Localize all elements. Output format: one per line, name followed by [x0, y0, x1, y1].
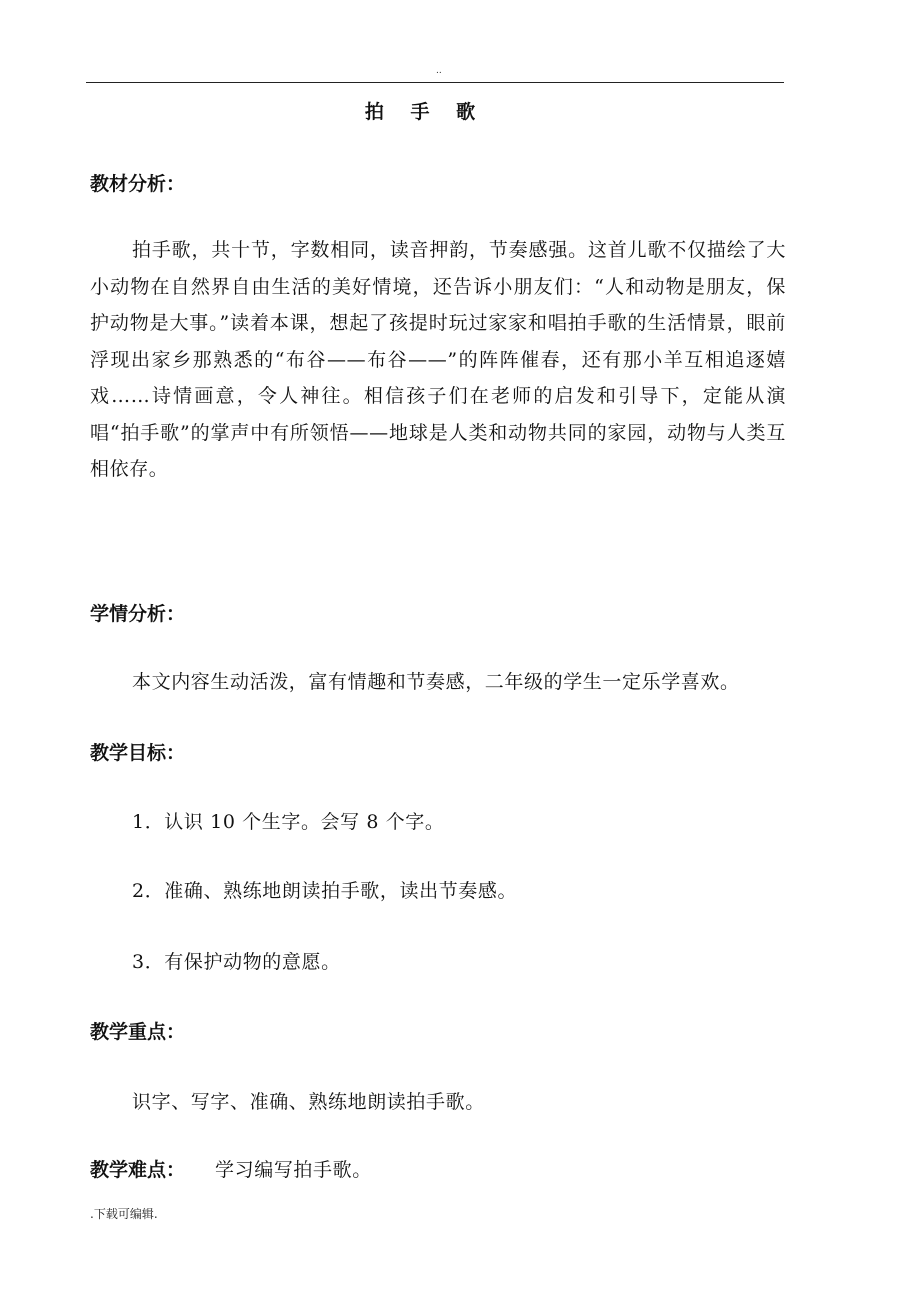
key-points-text: 识字、写字、准确、熟练地朗读拍手歌。	[132, 1091, 485, 1113]
difficulties-row	[90, 1158, 372, 1182]
teaching-goal-item-1: 1．认识 10 个生字。会写 8 个字。	[132, 811, 445, 833]
material-analysis-paragraph: 拍手歌，共十节，字数相同，读音押韵，节奏感强。这首儿歌不仅描绘了大小动物在自然界自由生活的美好情境，还告诉小朋友们：“人和动物是朋友，保护动物是大事。”读着本课，想起了孩提时玩过家家和唱拍手歌的生活情景，眼前浮现出家乡那熟悉的“布谷——布谷——”的阵阵催春，还有那小羊互相追逐嬉戏……诗情画意，令人神往。相信孩子们在老师的启发和引导下，定能从演唱“拍手歌”的掌声中有所领悟——地球是人类和动物共同的家园，动物与人类互相依存。	[90, 239, 786, 480]
header-mark: ..	[436, 66, 442, 76]
key-points-heading: 教学重点：	[90, 1021, 186, 1043]
student-analysis-heading: 学情分析：	[90, 603, 186, 625]
difficulties-text: 学习编写拍手歌。	[215, 1159, 372, 1181]
student-analysis-text: 本文内容生动活泼，富有情趣和节奏感，二年级的学生一定乐学喜欢。	[132, 671, 740, 693]
footer-note: .下载可编辑.	[90, 1207, 158, 1221]
teaching-goal-item-3: 3．有保护动物的意愿。	[132, 951, 341, 973]
teaching-goals-heading: 教学目标：	[90, 742, 186, 764]
document-title: 拍 手 歌	[364, 101, 486, 123]
teaching-goal-item-2: 2．准确、熟练地朗读拍手歌，读出节奏感。	[132, 880, 518, 902]
header-rule	[86, 82, 784, 83]
difficulties-heading: 教学难点：	[90, 1159, 186, 1181]
material-analysis-heading: 教材分析：	[90, 173, 186, 195]
